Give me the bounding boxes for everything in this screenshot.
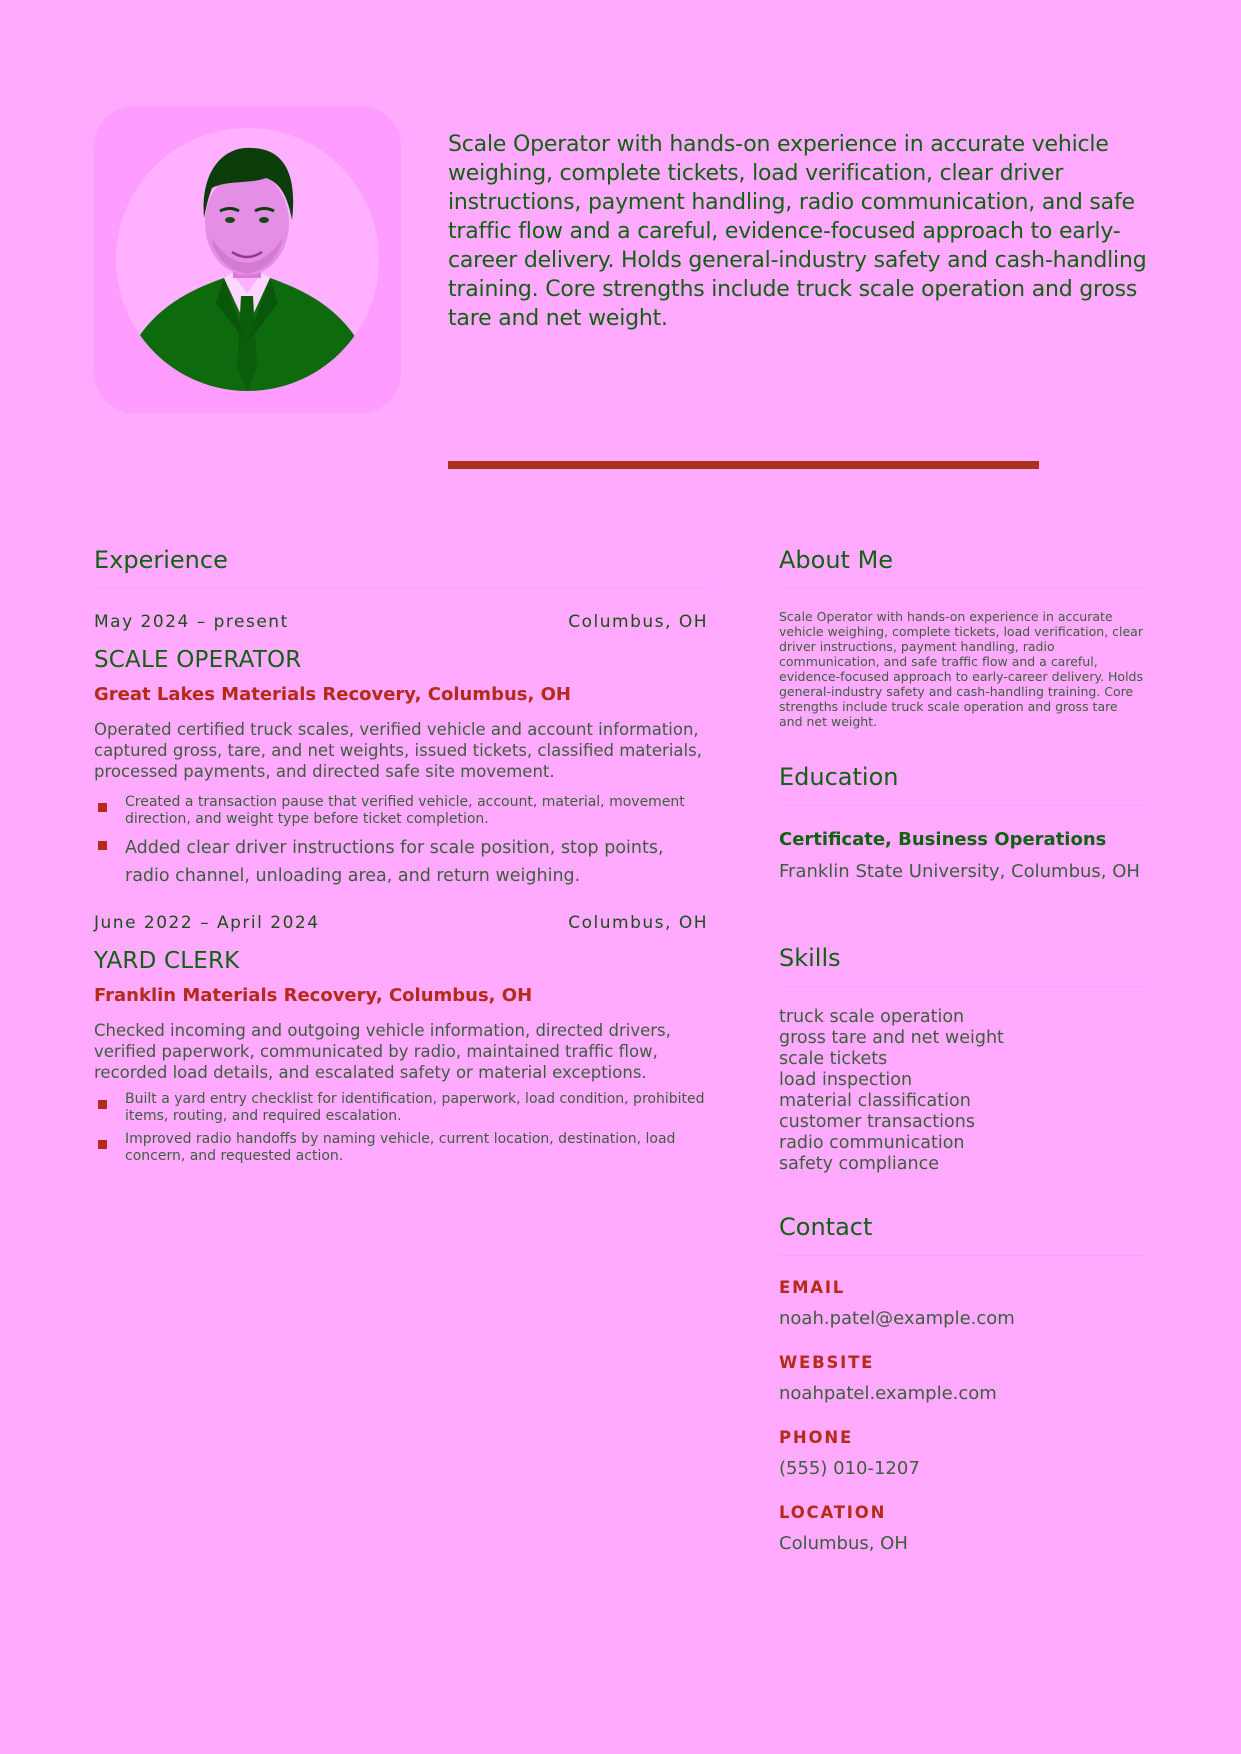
job-company: Great Lakes Materials Recovery, Columbus, OH xyxy=(94,684,571,705)
education-degree: Certificate, Business Operations xyxy=(779,829,1107,850)
skill-item: load inspection xyxy=(779,1070,913,1090)
skill-item: customer transactions xyxy=(779,1112,975,1132)
about-divider xyxy=(779,588,1144,589)
profile-photo xyxy=(116,128,379,391)
experience-entry xyxy=(94,611,708,890)
job-title: SCALE OPERATOR xyxy=(94,647,302,673)
about-text: Scale Operator with hands-on experience in accurate vehicle weighing, complete tickets, load verification, clear driver instructions, payment handling, radio communication, and safe traffic flow and a careful, evidence-focused approach to early-career delivery. Holds general-industry safety and cash-handling training. Core strengths include truck scale operation and gross tare and net weight. xyxy=(779,609,1143,729)
email-label: EMAIL xyxy=(779,1278,846,1297)
education-section xyxy=(779,759,1144,884)
skill-item: material classification xyxy=(779,1091,971,1111)
about-heading: About Me xyxy=(779,546,894,574)
skill-item: scale tickets xyxy=(779,1049,888,1069)
job-meta xyxy=(94,912,708,934)
skill-item: gross tare and net weight xyxy=(779,1028,1004,1048)
education-divider xyxy=(779,805,1144,806)
job-company: Franklin Materials Recovery, Columbus, OH xyxy=(94,985,533,1006)
job-bullet-text: Created a transaction pause that verified vehicle, account, material, movement direction, and weight type before ticket completion. xyxy=(125,794,685,827)
skills-heading: Skills xyxy=(779,944,841,972)
skills-section xyxy=(779,940,1144,1175)
job-location: Columbus, OH xyxy=(568,913,708,933)
bullet-square-icon xyxy=(98,1100,107,1109)
skills-list xyxy=(779,1007,1144,1175)
skill-item: radio communication xyxy=(779,1133,965,1153)
experience-entry xyxy=(94,912,708,1165)
contact-heading: Contact xyxy=(779,1213,873,1241)
job-bullet-text: Improved radio handoffs by naming vehicle, current location, destination, load concern, and requested action. xyxy=(125,1131,676,1164)
job-location: Columbus, OH xyxy=(568,612,708,632)
phone-label: PHONE xyxy=(779,1428,854,1447)
profile-photo-frame xyxy=(94,106,401,413)
about-section xyxy=(779,542,1144,729)
education-heading: Education xyxy=(779,763,899,791)
skills-divider xyxy=(779,986,1144,987)
job-dates: May 2024 – present xyxy=(94,612,289,632)
job-description: Operated certified truck scales, verified vehicle and account information, captured gross, tare, and net weights, issued tickets, classified materials, processed payments, and directed safe site movement. xyxy=(94,720,702,781)
skill-item: safety compliance xyxy=(779,1154,939,1174)
experience-section xyxy=(94,542,708,1171)
job-bullet xyxy=(94,1091,708,1125)
website-label: WEBSITE xyxy=(779,1353,875,1372)
job-bullets xyxy=(94,1091,708,1165)
bullet-square-icon xyxy=(98,803,107,812)
job-bullet xyxy=(94,1131,708,1165)
contact-section xyxy=(779,1209,1144,1556)
job-title: YARD CLERK xyxy=(94,948,240,974)
location-value: Columbus, OH xyxy=(779,1533,908,1554)
job-bullet xyxy=(94,834,708,890)
phone-value: (555) 010-1207 xyxy=(779,1458,920,1479)
job-meta xyxy=(94,611,708,633)
accent-divider xyxy=(448,461,1039,469)
summary-lead: Scale Operator with hands-on experience in accurate vehicle weighing, complete tickets, load verification, clear driver instructions, payment handling, radio communication, and safe traffic flow and a careful, evidence-focused approach to early-career delivery. Holds general-industry safety and cash-handling training. Core strengths include truck scale operation and gross tare and net weight. xyxy=(448,132,1147,331)
job-bullet-text: Added clear driver instructions for scale position, stop points, radio channel, unloading area, and return weighing. xyxy=(125,838,664,886)
sidebar xyxy=(779,542,1144,1556)
bullet-square-icon xyxy=(98,841,107,850)
job-bullet xyxy=(94,794,708,828)
job-bullets xyxy=(94,794,708,890)
experience-heading: Experience xyxy=(94,546,228,574)
location-label: LOCATION xyxy=(779,1503,887,1522)
job-dates: June 2022 – April 2024 xyxy=(94,913,320,933)
job-bullet-text: Built a yard entry checklist for identification, paperwork, load condition, prohibited items, routing, and required escalation. xyxy=(125,1091,705,1124)
experience-divider xyxy=(94,588,708,589)
skill-item: truck scale operation xyxy=(779,1007,965,1027)
website-link[interactable]: noahpatel.example.com xyxy=(779,1383,997,1404)
education-school: Franklin State University, Columbus, OH xyxy=(779,861,1140,882)
email-link[interactable]: noah.patel@example.com xyxy=(779,1308,1015,1329)
job-description: Checked incoming and outgoing vehicle information, directed drivers, verified paperwork, communicated by radio, maintained traffic flow, recorded load details, and escalated safety or material exceptions. xyxy=(94,1021,671,1082)
bullet-square-icon xyxy=(98,1140,107,1149)
contact-divider xyxy=(779,1255,1144,1256)
